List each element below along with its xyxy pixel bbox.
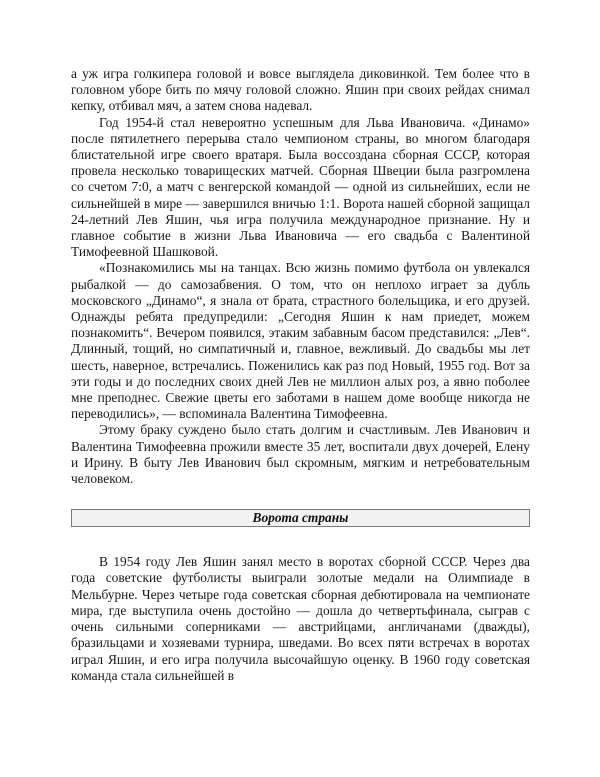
paragraph: а уж игра голкипера головой и вовсе выглядела диковинкой. Тем более что в головном уборе бить по мячу головой сложно. Яшин при своих рейдах снимал кепку, отбивал мяч, а затем снова надевал. bbox=[71, 66, 530, 114]
paragraph: «Познакомились мы на танцах. Всю жизнь помимо футбола он увлекался рыбалкой — до самозабвения. О том, что он неплохо играет за дубль московского „Динамо“, я знала от брата, страстного болельщика, и его друзей. Однажды ребята предупредили: „Сегодня Яшин к нам приедет, можем познакомить“. Вечером появился, этаким забавным басом представился: „Лев“. Длинный, тощий, но симпатичный и, главное, вежливый. До свадьбы мы лет шесть, наверное, встречались. Поженились как раз под Новый, 1955 год. Вот за эти годы и до последних своих дней Лев не миллион алых роз, а явно поболее мне преподнес. Свежие цветы его заботами в нашем доме вообще никогда не переводились», — вспоминала Валентина Тимофеевна. bbox=[71, 260, 530, 422]
paragraph: Год 1954-й стал невероятно успешным для Льва Ивановича. «Динамо» после пятилетнего перерыва стало чемпионом страны, во многом благодаря блистательной игре своего вратаря. Была воссоздана сборная СССР, которая провела несколько товарищеских матчей. Сборная Швеции была разгромлена со счетом 7:0, а матч с венгерской командой — одной из сильнейших, если не сильнейшей в мире — завершился вничью 1:1. Ворота нашей сборной защищал 24-летний Лев Яшин, чья игра получила международное признание. Ну и главное событие в жизни Льва Ивановича — его свадьба с Валентиной Тимофеевной Шашковой. bbox=[71, 114, 530, 260]
paragraph: Этому браку суждено было стать долгим и счастливым. Лев Иванович и Валентина Тимофеевна прожили вместе 35 лет, воспитали двух дочерей, Елену и Ирину. В быту Лев Иванович был скромным, мягким и нетребовательным человеком. bbox=[71, 422, 530, 487]
section-heading: Ворота страны bbox=[71, 509, 530, 527]
paragraph: В 1954 году Лев Яшин занял место в воротах сборной СССР. Через два года советские футболисты выиграли золотые медали на Олимпиаде в Мельбурне. Через четыре года советская сборная дебютировала на чемпионате мира, где выступила очень достойно — дошла до четвертьфинала, сыграв с очень сильными соперниками — австрийцами, англичанами (дважды), бразильцами и хозяевами турнира, шведами. Во всех пяти встречах в воротах играл Яшин, и его игра получила высочайшую оценку. В 1960 году советская команда стала сильнейшей в bbox=[71, 554, 530, 683]
document-page bbox=[71, 66, 530, 684]
